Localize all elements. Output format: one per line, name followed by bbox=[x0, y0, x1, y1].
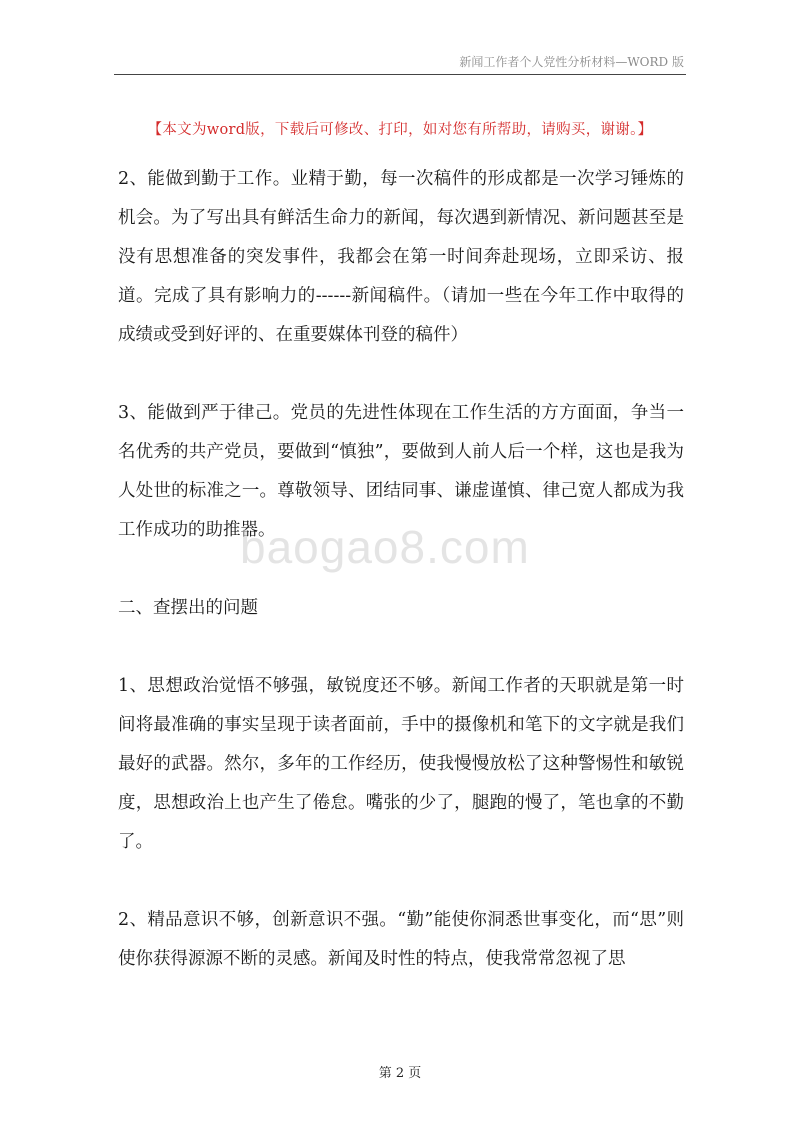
paragraph-problem-2: 2、精品意识不够，创新意识不强。“勤”能使你洞悉世事变化，而“思”则使你获得源源不断的灵感。新闻及时性的特点，使我常常忽视了思 bbox=[118, 910, 684, 969]
purchase-notice: 【本文为word版，下载后可修改、打印，如对您有所帮助，请购买，谢谢。】 bbox=[147, 122, 653, 138]
document-header-title: 新闻工作者个人党性分析材料—WORD 版 bbox=[459, 55, 684, 69]
paragraph-diligent-work: 2、能做到勤于工作。业精于勤，每一次稿件的形成都是一次学习锤炼的机会。为了写出具有鲜活生命力的新闻，每次遇到新情况、新问题甚至是没有思想准备的突发事件，我都会在第一时间奔赴现场，立即采访、报道。完成了具有影响力的------新闻稿件。（请加一些在今年工作中取得的成绩或受到好评的、在重要媒体刊登的稿件） bbox=[118, 169, 684, 345]
watermark: baogao8.com bbox=[240, 521, 530, 573]
page-number: 第 2 页 bbox=[378, 1066, 422, 1081]
paragraph-problem-1: 1、思想政治觉悟不够强，敏锐度还不够。新闻工作者的天职就是第一时间将最准确的事实呈现于读者面前，手中的摄像机和笔下的文字就是我们最好的武器。然尔，多年的工作经历，使我慢慢放松了这种警惕性和敏锐度，思想政治上也产生了倦怠。嘴张的少了，腿跑的慢了，笔也拿的不勤了。 bbox=[118, 676, 684, 852]
paragraph-self-discipline: 3、能做到严于律己。党员的先进性体现在工作生活的方方面面，争当一名优秀的共产党员，要做到“慎独”，要做到人前人后一个样，这也是我为人处世的标准之一。尊敬领导、团结同事、谦虚谨慎、律己宽人都成为我工作成功的助推器。 bbox=[118, 403, 684, 540]
header-divider bbox=[114, 74, 686, 75]
section-heading-problems: 二、查摆出的问题 bbox=[118, 598, 258, 618]
document-body bbox=[118, 160, 684, 1018]
